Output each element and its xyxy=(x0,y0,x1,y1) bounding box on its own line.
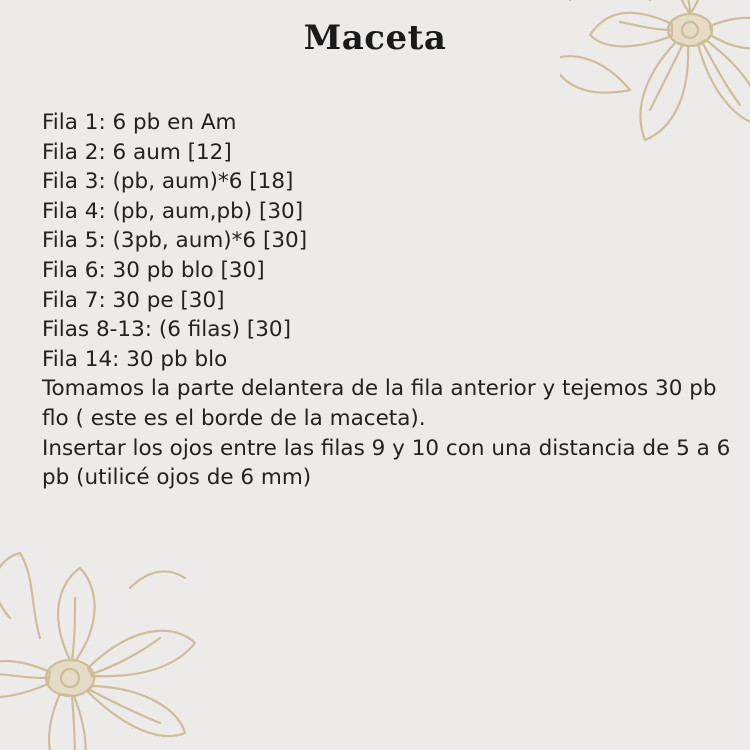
row-instruction-6: Fila 6: 30 pb blo [30] xyxy=(42,257,265,283)
flower-decoration-bottom-left-icon xyxy=(0,548,220,750)
eyes-instruction: Insertar los ojos entre las filas 9 y 10 con una distancia de 5 a 6 pb (utilicé ojos de 6 mm) xyxy=(42,435,731,491)
pattern-instructions xyxy=(42,108,732,493)
row-instruction-1: Fila 1: 6 pb en Am xyxy=(42,110,237,135)
row-instruction-7: Fila 7: 30 pe [30] xyxy=(42,287,225,313)
row-instruction-4: Fila 4: (pb, aum,pb) [30] xyxy=(42,198,304,224)
page-title: Maceta xyxy=(303,18,447,58)
row-instruction-5: Fila 5: (3pb, aum)*6 [30] xyxy=(42,228,308,254)
row-instruction-3: Fila 3: (pb, aum)*6 [18] xyxy=(42,169,294,195)
row-instruction-2: Fila 2: 6 aum [12] xyxy=(42,139,232,165)
row-instruction-8: Filas 8-13: (6 filas) [30] xyxy=(42,317,291,343)
row-instruction-9: Fila 14: 30 pb blo xyxy=(42,346,228,372)
border-instruction: Tomamos la parte delantera de la fila anterior y tejemos 30 pb flo ( este es el borde de la maceta). xyxy=(42,376,717,431)
